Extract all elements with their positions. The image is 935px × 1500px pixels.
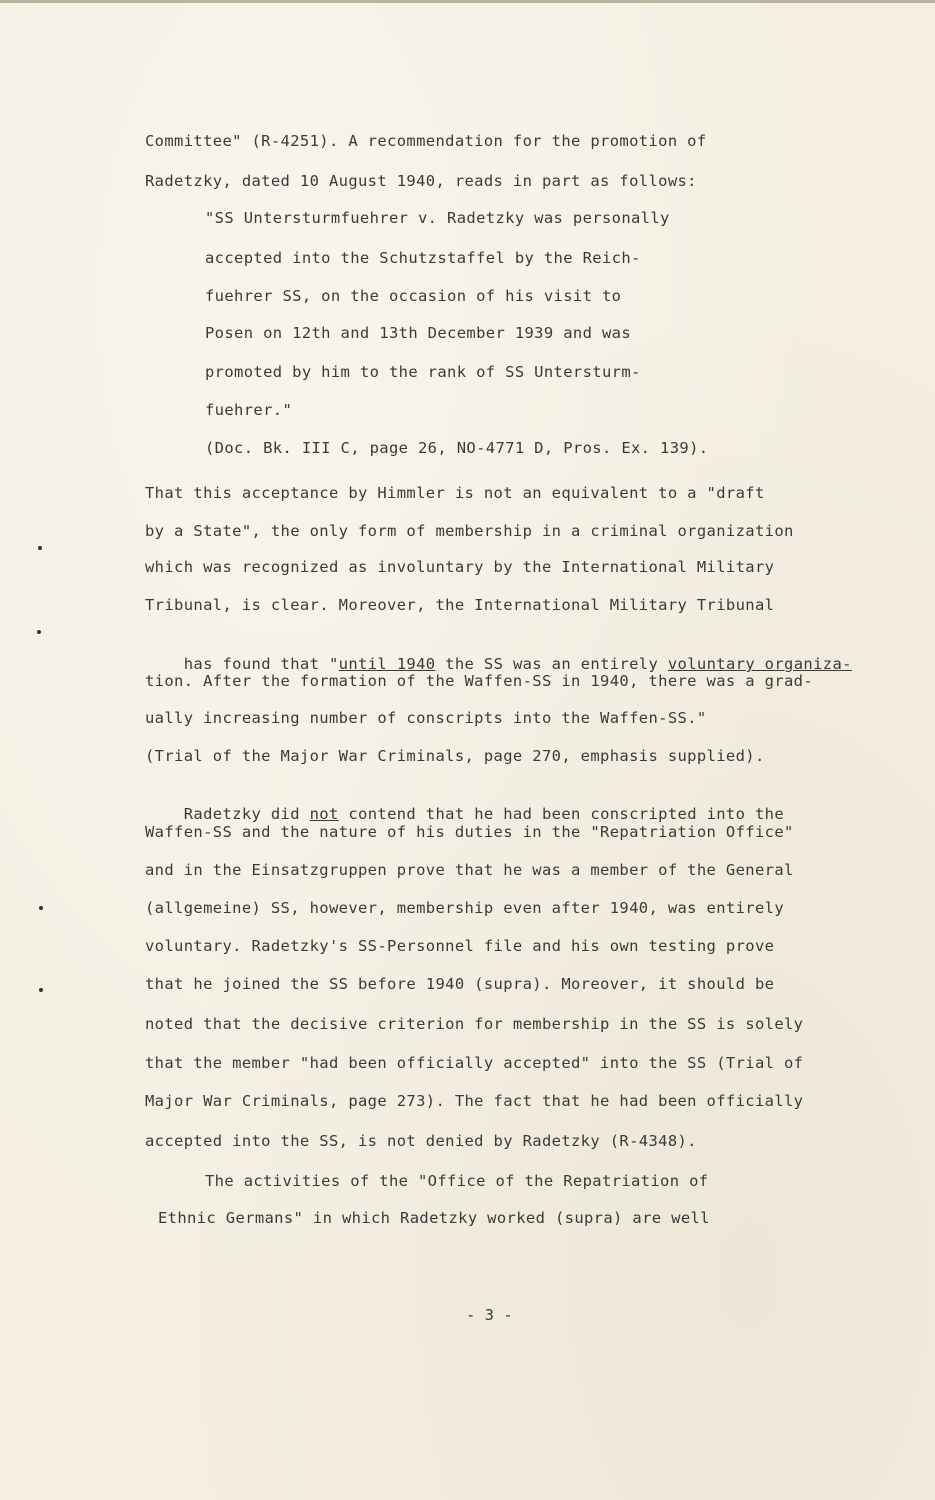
- page-top-edge: [0, 0, 935, 3]
- text-line: Committee" (R-4251). A recommendation for the promotion of: [145, 132, 707, 150]
- text-line: Major War Criminals, page 273). The fact that he had been officially: [145, 1092, 804, 1110]
- page-number: - 3 -: [466, 1306, 513, 1324]
- margin-mark: [38, 546, 42, 550]
- quote-line: accepted into the Schutzstaffel by the Reich-: [205, 249, 641, 267]
- margin-mark: [39, 988, 43, 992]
- text-line: accepted into the SS, is not denied by Radetzky (R-4348).: [145, 1132, 697, 1150]
- text-line: Radetzky, dated 10 August 1940, reads in part as follows:: [145, 172, 697, 190]
- citation-line: (Trial of the Major War Criminals, page 270, emphasis supplied).: [145, 747, 765, 765]
- text-line: tion. After the formation of the Waffen-SS in 1940, there was a grad-: [145, 672, 814, 690]
- quote-line: "SS Untersturmfuehrer v. Radetzky was personally: [205, 209, 670, 227]
- text-line: (allgemeine) SS, however, membership even after 1940, was entirely: [145, 899, 784, 917]
- text-line: and in the Einsatzgruppen prove that he was a member of the General: [145, 861, 794, 879]
- underlined-text: not: [309, 805, 339, 823]
- quote-line: promoted by him to the rank of SS Untersturm-: [205, 363, 641, 381]
- text-line: The activities of the "Office of the Repatriation of: [205, 1172, 709, 1190]
- margin-mark: [37, 630, 41, 634]
- text-line: by a State", the only form of membership in a criminal organization: [145, 522, 794, 540]
- text-segment: contend that he had been conscripted into the: [338, 805, 785, 823]
- text-segment: the SS was an entirely: [435, 655, 668, 673]
- underlined-text: until 1940: [338, 655, 436, 673]
- text-segment: has found that ": [183, 655, 339, 673]
- text-line: that the member "had been officially accepted" into the SS (Trial of: [145, 1054, 804, 1072]
- margin-mark: [39, 906, 43, 910]
- text-line: ually increasing number of conscripts into the Waffen-SS.": [145, 709, 707, 727]
- text-line: voluntary. Radetzky's SS-Personnel file and his own testing prove: [145, 937, 775, 955]
- quote-line: Posen on 12th and 13th December 1939 and was: [205, 324, 631, 342]
- quote-line: fuehrer.": [205, 401, 293, 419]
- text-line: noted that the decisive criterion for membership in the SS is solely: [145, 1015, 804, 1033]
- text-segment: Radetzky did: [183, 805, 310, 823]
- text-line: Ethnic Germans" in which Radetzky worked (supra) are well: [158, 1209, 710, 1227]
- text-line: Tribunal, is clear. Moreover, the International Military Tribunal: [145, 596, 775, 614]
- text-line: Waffen-SS and the nature of his duties in the "Repatriation Office": [145, 823, 794, 841]
- text-line: that he joined the SS before 1940 (supra). Moreover, it should be: [145, 975, 775, 993]
- text-line: which was recognized as involuntary by the International Military: [145, 558, 775, 576]
- quote-line: fuehrer SS, on the occasion of his visit to: [205, 287, 622, 305]
- citation-line: (Doc. Bk. III C, page 26, NO-4771 D, Pros. Ex. 139).: [205, 439, 709, 457]
- underlined-text: voluntary organiza-: [667, 655, 852, 673]
- text-line: That this acceptance by Himmler is not an equivalent to a "draft: [145, 484, 765, 502]
